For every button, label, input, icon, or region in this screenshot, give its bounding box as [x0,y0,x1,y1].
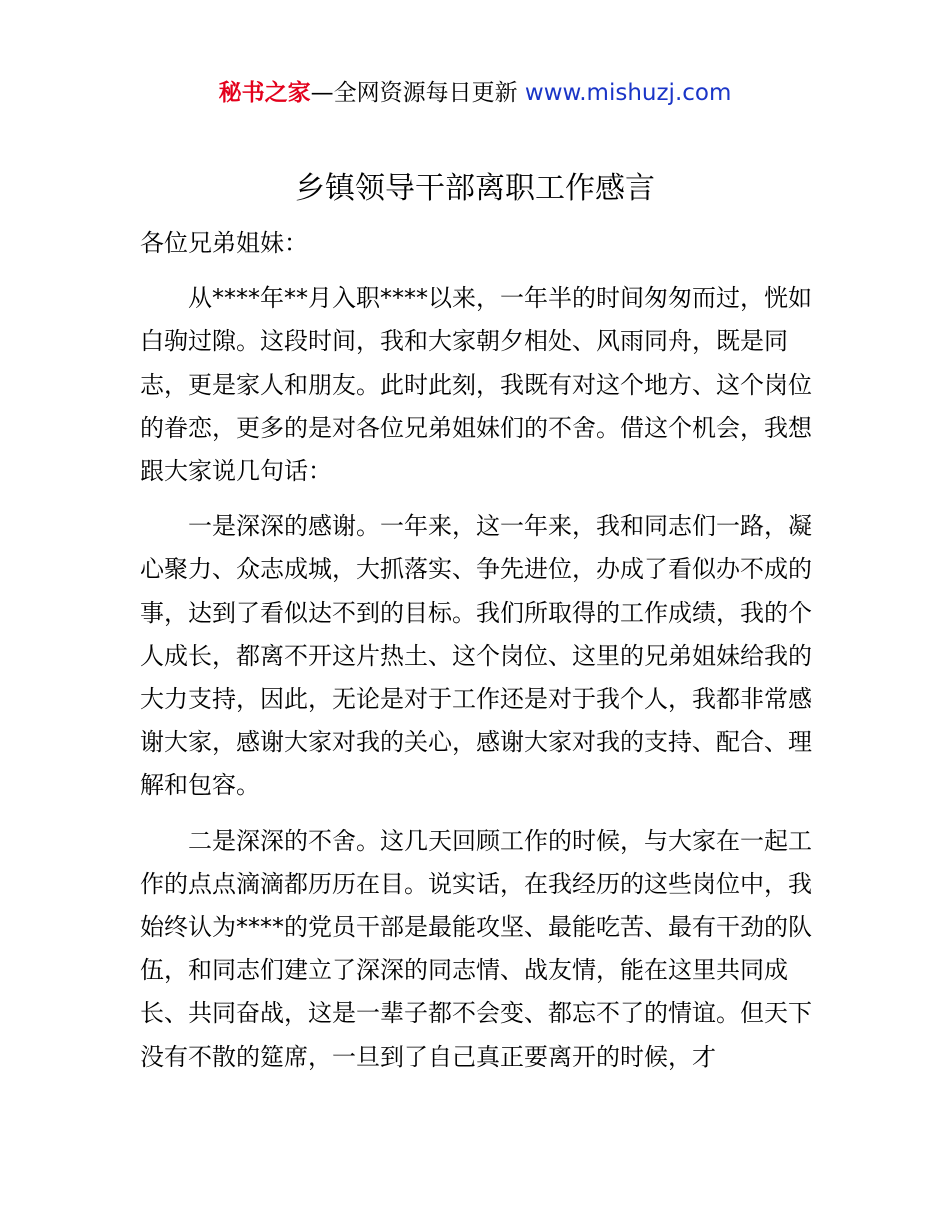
paragraph: 一是深深的感谢。一年来，这一年来，我和同志们一路，凝心聚力、众志成城，大抓落实、争先进位，办成了看似办不成的事，达到了看似达不到的目标。我们所取得的工作成绩，我的个人成长，都离不开这片热土、这个岗位、这里的兄弟姐妹给我的大力支持，因此，无论是对于工作还是对于我个人，我都非常感谢大家，感谢大家对我的关心，感谢大家对我的支持、配合、理解和包容。 [140,512,812,800]
document-title: 乡镇领导干部离职工作感言 [295,171,655,206]
paragraph: 从****年**月入职****以来，一年半的时间匆匆而过，恍如白驹过隙。这段时间，我和大家朝夕相处、风雨同舟，既是同志，更是家人和朋友。此时此刻，我既有对这个地方、这个岗位的眷恋，更多的是对各位兄弟姐妹们的不舍。借这个机会，我想跟大家说几句话： [140,284,812,486]
document-body [140,222,812,1091]
site-url-link[interactable]: www.mishuzj.com [524,80,732,106]
header-tagline: —全网资源每日更新 [310,80,525,106]
brand-name: 秘书之家 [218,80,311,106]
site-header [0,78,950,108]
paragraph: 二是深深的不舍。这几天回顾工作的时候，与大家在一起工作的点点滴滴都历历在目。说实话，在我经历的这些岗位中，我始终认为****的党员干部是最能攻坚、最能吃苦、最有干劲的队伍，和同志们建立了深深的同志情、战友情，能在这里共同成长、共同奋战，这是一辈子都不会变、都忘不了的情谊。但天下没有不散的筵席，一旦到了自己真正要离开的时候，才 [140,826,812,1071]
salutation: 各位兄弟姐妹： [140,229,308,257]
